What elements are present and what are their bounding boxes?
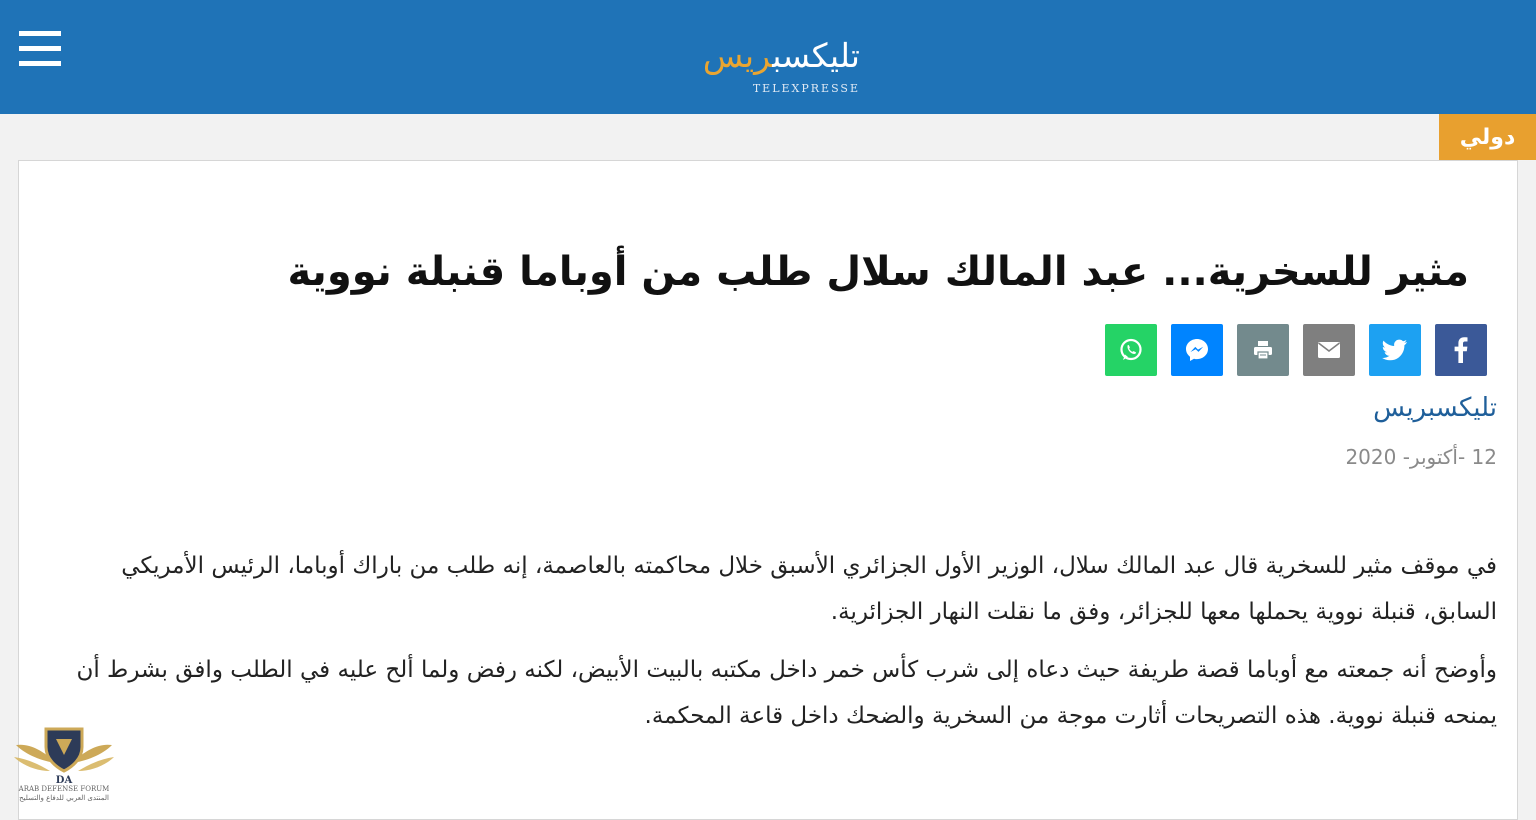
- article-date: 12 -أكتوبر- 2020: [1345, 445, 1497, 469]
- logo-english: TELEXPRESSE: [752, 82, 860, 95]
- email-icon: [1317, 341, 1341, 359]
- logo-arabic: تليكسبريس: [702, 36, 860, 75]
- arab-defense-forum-watermark: [12, 725, 116, 807]
- whatsapp-share-button[interactable]: [1105, 324, 1157, 376]
- twitter-icon: [1382, 339, 1408, 361]
- article-body: [57, 543, 1497, 751]
- site-header: [0, 0, 1536, 114]
- hamburger-menu-icon[interactable]: [19, 31, 61, 67]
- email-share-button[interactable]: [1303, 324, 1355, 376]
- article-author[interactable]: تليكسبريس: [1373, 393, 1497, 423]
- messenger-icon: [1183, 336, 1211, 364]
- print-icon: [1252, 339, 1274, 361]
- twitter-share-button[interactable]: [1369, 324, 1421, 376]
- article-paragraph: في موقف مثير للسخرية قال عبد المالك سلال، الوزير الأول الجزائري الأسبق خلال محاكمته بالعاصمة، إنه طلب من باراك أوباما، الرئيس الأمريكي السابق، قنبلة نووية يحملها معها للجزائر، وفق ما نقلت النهار الجزائرية.: [121, 553, 1497, 625]
- print-share-button[interactable]: [1237, 324, 1289, 376]
- share-bar: [1105, 324, 1487, 377]
- watermark-text: [12, 785, 116, 803]
- svg-text:DA: DA: [55, 775, 73, 786]
- watermark-line-ar: المنتدى العربي للدفاع والتسليح: [19, 794, 109, 802]
- site-logo[interactable]: [668, 38, 868, 94]
- shield-logo-icon: [12, 725, 116, 787]
- facebook-share-button[interactable]: [1435, 324, 1487, 376]
- category-badge[interactable]: دولي: [1439, 114, 1536, 160]
- messenger-share-button[interactable]: [1171, 324, 1223, 376]
- article-title: مثير للسخرية... عبد المالك سلال طلب من أوباما قنبلة نووية: [287, 249, 1469, 295]
- whatsapp-icon: [1118, 337, 1144, 363]
- facebook-icon: [1454, 337, 1468, 363]
- article-card: [18, 160, 1518, 820]
- watermark-line-en: ARAB DEFENSE FORUM: [18, 785, 110, 793]
- article-paragraph: وأوضح أنه جمعته مع أوباما قصة طريفة حيث دعاه إلى شرب كأس خمر داخل مكتبه بالبيت الأبيض، لكنه رفض ولما ألح عليه في الطلب وافق بشرط أن يمنحه قنبلة نووية. هذه التصريحات أثارت موجة من السخرية والضحك داخل قاعة المحكمة.: [76, 657, 1497, 729]
